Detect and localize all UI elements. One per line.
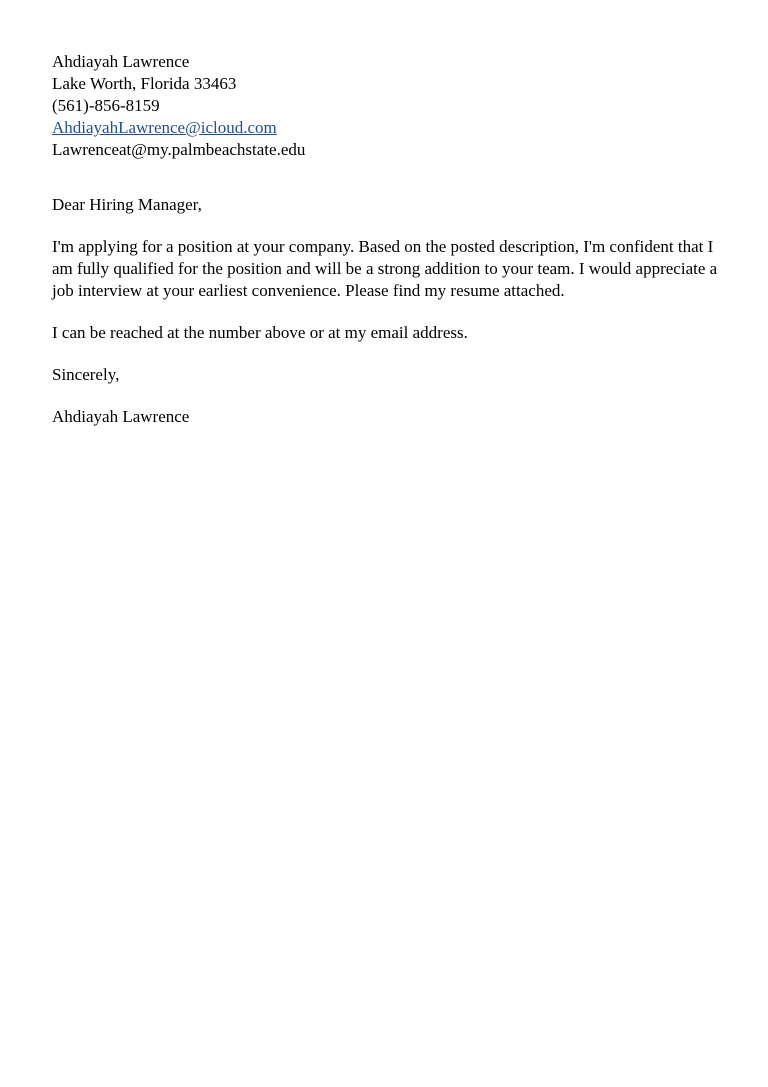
sender-phone: (561)-856-8159 xyxy=(52,96,160,115)
salutation: Dear Hiring Manager, xyxy=(52,195,202,214)
signature: Ahdiayah Lawrence xyxy=(52,407,190,426)
sender-email-link[interactable]: AhdiayahLawrence@icloud.com xyxy=(52,118,277,137)
sender-address: Lake Worth, Florida 33463 xyxy=(52,74,237,93)
body-paragraph-2: I can be reached at the number above or at my email address. xyxy=(52,323,468,342)
sender-school-email: Lawrenceat@my.palmbeachstate.edu xyxy=(52,140,306,159)
sender-contact-block xyxy=(52,51,732,161)
closing: Sincerely, xyxy=(52,365,120,384)
letter-page xyxy=(52,51,732,428)
body-paragraph-1: I'm applying for a position at your company. Based on the posted description, I'm confident that I am fully qualified for the position and will be a strong addition to your team. I would appreciate a job interview at your earliest convenience. Please find my resume attached. xyxy=(52,237,718,300)
sender-name: Ahdiayah Lawrence xyxy=(52,52,190,71)
